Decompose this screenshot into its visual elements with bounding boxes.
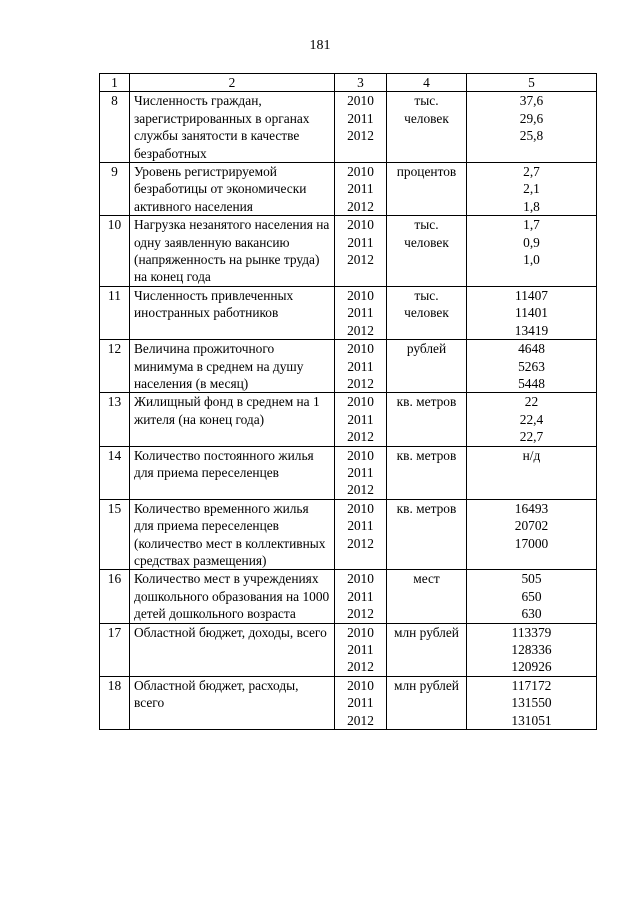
- indicator-value: 29,6: [519, 110, 544, 126]
- unit-cell: млн рублей: [387, 623, 467, 676]
- unit-cell: кв. метров: [387, 393, 467, 446]
- unit-cell: рублей: [387, 340, 467, 393]
- indicator-value: 5448: [518, 375, 545, 391]
- year-value: 2011: [347, 110, 374, 126]
- indicator-name: Величина прожиточного минимума в среднем на душу населения (в месяц): [130, 340, 335, 393]
- indicator-value: 25,8: [519, 128, 544, 144]
- indicator-value: 11407: [515, 287, 548, 303]
- indicator-value: 120926: [511, 659, 552, 675]
- data-table: [99, 73, 597, 730]
- table-row: [100, 340, 597, 393]
- years-cell: [335, 163, 387, 216]
- year-value: 2012: [347, 198, 374, 214]
- row-number: 18: [100, 676, 130, 729]
- year-value: 2012: [347, 429, 374, 445]
- indicator-name: Количество временного жилья для приема переселенцев (количество мест в коллективных средствах размещения): [130, 499, 335, 570]
- year-value: 2010: [347, 164, 374, 180]
- year-value: 2011: [347, 181, 374, 197]
- values-cell: [467, 393, 597, 446]
- year-value: 2012: [347, 535, 374, 551]
- indicator-name: Численность привлеченных иностранных работников: [130, 286, 335, 339]
- year-value: 2012: [347, 482, 374, 498]
- indicator-value: 505: [521, 571, 542, 587]
- header-cell-3: 3: [335, 74, 387, 92]
- year-value: 2010: [347, 447, 374, 463]
- years-cell: [335, 216, 387, 287]
- year-value: 2010: [347, 394, 374, 410]
- header-cell-1: 1: [100, 74, 130, 92]
- year-value: 2011: [347, 695, 374, 711]
- indicator-value: 22,7: [519, 429, 544, 445]
- year-value: 2011: [347, 411, 374, 427]
- year-value: 2010: [347, 287, 374, 303]
- table-row: [100, 623, 597, 676]
- years-cell: [335, 340, 387, 393]
- year-value: 2011: [347, 518, 374, 534]
- row-number: 17: [100, 623, 130, 676]
- indicator-value: 113379: [511, 624, 552, 640]
- year-value: 2011: [347, 464, 374, 480]
- indicator-value: 2,1: [523, 181, 540, 197]
- indicator-value: 4648: [518, 341, 545, 357]
- indicator-value: 16493: [514, 500, 549, 516]
- years-cell: [335, 623, 387, 676]
- row-number: 11: [100, 286, 130, 339]
- row-number: 16: [100, 570, 130, 623]
- year-value: 2011: [347, 358, 374, 374]
- page-number: 181: [309, 38, 331, 53]
- indicator-value: 2,7: [523, 164, 540, 180]
- unit-cell: кв. метров: [387, 446, 467, 499]
- values-cell: [467, 446, 597, 499]
- year-value: 2010: [347, 341, 374, 357]
- table-row: [100, 446, 597, 499]
- indicator-value: 20702: [514, 518, 549, 534]
- year-value: 2012: [347, 375, 374, 391]
- unit-cell: мест: [387, 570, 467, 623]
- row-number: 14: [100, 446, 130, 499]
- indicator-value: 11401: [515, 305, 548, 321]
- table-row: [100, 393, 597, 446]
- unit-cell: процентов: [387, 163, 467, 216]
- row-number: 15: [100, 499, 130, 570]
- indicator-value: 131051: [511, 712, 552, 728]
- indicator-name: Областной бюджет, расходы, всего: [130, 676, 335, 729]
- year-value: 2010: [347, 500, 374, 516]
- indicator-value: 22,4: [519, 411, 544, 427]
- indicator-name: Численность граждан, зарегистрированных в органах службы занятости в качестве безработных: [130, 92, 335, 163]
- table-row: [100, 570, 597, 623]
- year-value: 2012: [347, 712, 374, 728]
- unit-cell: млн рублей: [387, 676, 467, 729]
- indicator-value: 0,9: [523, 234, 540, 250]
- indicator-value: 1,8: [523, 198, 540, 214]
- unit-cell: тыс. человек: [387, 286, 467, 339]
- table-row: [100, 163, 597, 216]
- table-row: [100, 499, 597, 570]
- years-cell: [335, 286, 387, 339]
- row-number: 13: [100, 393, 130, 446]
- year-value: 2010: [347, 571, 374, 587]
- year-value: 2010: [347, 677, 374, 693]
- year-value: 2012: [347, 252, 374, 268]
- table-body: [100, 74, 597, 730]
- indicator-name: Уровень регистрируемой безработицы от экономически активного населения: [130, 163, 335, 216]
- table-row: [100, 676, 597, 729]
- values-cell: [467, 286, 597, 339]
- year-value: 2012: [347, 659, 374, 675]
- year-value: 2011: [347, 588, 374, 604]
- unit-cell: кв. метров: [387, 499, 467, 570]
- indicator-name: Жилищный фонд в среднем на 1 жителя (на конец года): [130, 393, 335, 446]
- indicator-value: 17000: [514, 535, 549, 551]
- year-value: 2012: [347, 128, 374, 144]
- indicator-value: 22: [524, 394, 539, 410]
- row-number: 10: [100, 216, 130, 287]
- row-number: 8: [100, 92, 130, 163]
- indicator-value: 117172: [511, 677, 552, 693]
- values-cell: [467, 216, 597, 287]
- year-value: 2010: [347, 93, 374, 109]
- header-cell-5: 5: [467, 74, 597, 92]
- values-cell: [467, 623, 597, 676]
- table-header-row: [100, 74, 597, 92]
- table-row: [100, 286, 597, 339]
- indicator-name: Количество мест в учреждениях дошкольного образования на 1000 детей дошкольного возраста: [130, 570, 335, 623]
- values-cell: [467, 92, 597, 163]
- indicator-value: 650: [521, 588, 542, 604]
- indicator-value: 13419: [514, 322, 549, 338]
- indicator-value: 37,6: [519, 93, 544, 109]
- year-value: 2011: [347, 305, 374, 321]
- indicator-value: 5263: [518, 358, 545, 374]
- table-row: [100, 216, 597, 287]
- years-cell: [335, 570, 387, 623]
- values-cell: [467, 499, 597, 570]
- row-number: 12: [100, 340, 130, 393]
- years-cell: [335, 92, 387, 163]
- indicator-value: 128336: [511, 642, 552, 657]
- year-value: 2012: [347, 322, 374, 338]
- years-cell: [335, 393, 387, 446]
- values-cell: [467, 340, 597, 393]
- indicator-value: 1,7: [523, 217, 540, 233]
- years-cell: [335, 499, 387, 570]
- years-cell: [335, 446, 387, 499]
- year-value: 2010: [347, 624, 374, 640]
- year-value: 2012: [347, 606, 374, 622]
- unit-cell: тыс. человек: [387, 92, 467, 163]
- year-value: 2011: [347, 234, 374, 250]
- values-cell: [467, 163, 597, 216]
- years-cell: [335, 676, 387, 729]
- row-number: 9: [100, 163, 130, 216]
- indicator-name: Нагрузка незанятого населения на одну заявленную вакансию (напряженность на рынке труда) на конец года: [130, 216, 335, 287]
- header-cell-4: 4: [387, 74, 467, 92]
- year-value: 2011: [347, 642, 374, 657]
- indicator-name: Количество постоянного жилья для приема переселенцев: [130, 446, 335, 499]
- year-value: 2010: [347, 217, 374, 233]
- indicator-value: 630: [521, 606, 542, 622]
- unit-cell: тыс. человек: [387, 216, 467, 287]
- indicator-name: Областной бюджет, доходы, всего: [130, 623, 335, 676]
- indicator-value: 1,0: [523, 252, 540, 268]
- header-cell-2: 2: [130, 74, 335, 92]
- values-cell: [467, 570, 597, 623]
- values-cell: [467, 676, 597, 729]
- indicator-value: 131550: [511, 695, 552, 711]
- indicator-value: н/д: [522, 447, 541, 463]
- table-row: [100, 92, 597, 163]
